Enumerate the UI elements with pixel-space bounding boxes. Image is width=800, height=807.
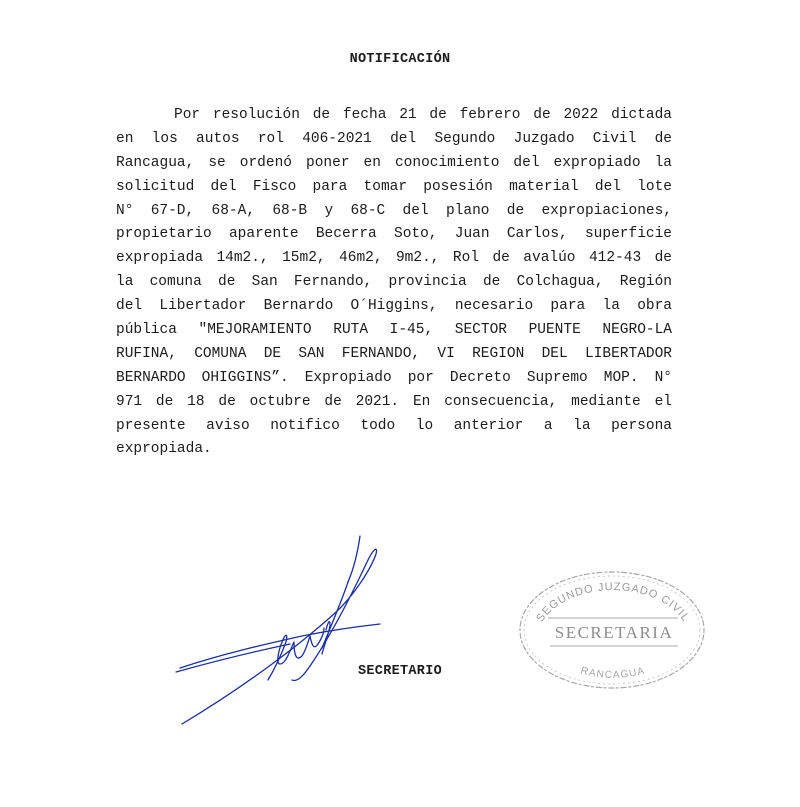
body-line: en los autos rol 406-2021 del Segundo Juzgado Civil de [116,130,672,147]
signature-stroke [176,644,290,672]
body-line: expropiada. [116,441,212,458]
body-line: RUFINA, COMUNA DE SAN FERNANDO, VI REGION DEL LIBERTADOR [116,345,672,362]
body-line: Por resolución de fecha 21 de febrero de 2022 dictada [174,107,672,123]
body-line: BERNARDO OHIGGINS”. Expropiado por Decreto Supremo MOP. N° [116,369,672,386]
signature-stroke [182,549,377,724]
body-line: 971 de 18 de octubre de 2021. En consecuencia, mediante el [116,393,672,410]
stamp-text-bottom: RANCAGUA [579,665,647,681]
body-line: presente aviso notifico todo lo anterior a la persona [116,417,672,434]
body-line: propietario aparente Becerra Soto, Juan Carlos, superficie [116,226,672,243]
stamp-text-top: SEGUNDO JUZGADO CIVIL [534,581,692,625]
body-line: N° 67-D, 68-A, 68-B y 68-C del plano de expropiaciones, [116,202,672,219]
court-seal-stamp [512,566,712,692]
signature-stroke [268,628,324,680]
body-line: la comuna de San Fernando, provincia de Colchagua, Región [116,274,672,291]
stamp-text-center: SECRETARIA [554,623,674,642]
signature-stroke [322,582,348,648]
body-line: Rancagua, se ordenó poner en conocimiento del expropiado la [116,154,672,171]
notification-body [116,104,672,462]
body-line: solicitud del Fisco para tomar posesión material del lote [116,178,672,195]
body-line: expropiada 14m2., 15m2, 46m2, 9m2., Rol de avalúo 412-43 de [116,250,672,267]
body-line: del Libertador Bernardo O´Higgins, necesario para la obra [116,298,672,315]
handwritten-signature [172,530,392,730]
document-title: NOTIFICACIÓN [349,52,451,67]
body-line: pública "MEJORAMIENTO RUTA I-45, SECTOR PUENTE NEGRO-LA [116,322,672,339]
signer-role: SECRETARIO [358,664,443,679]
signature-stroke [348,536,360,582]
